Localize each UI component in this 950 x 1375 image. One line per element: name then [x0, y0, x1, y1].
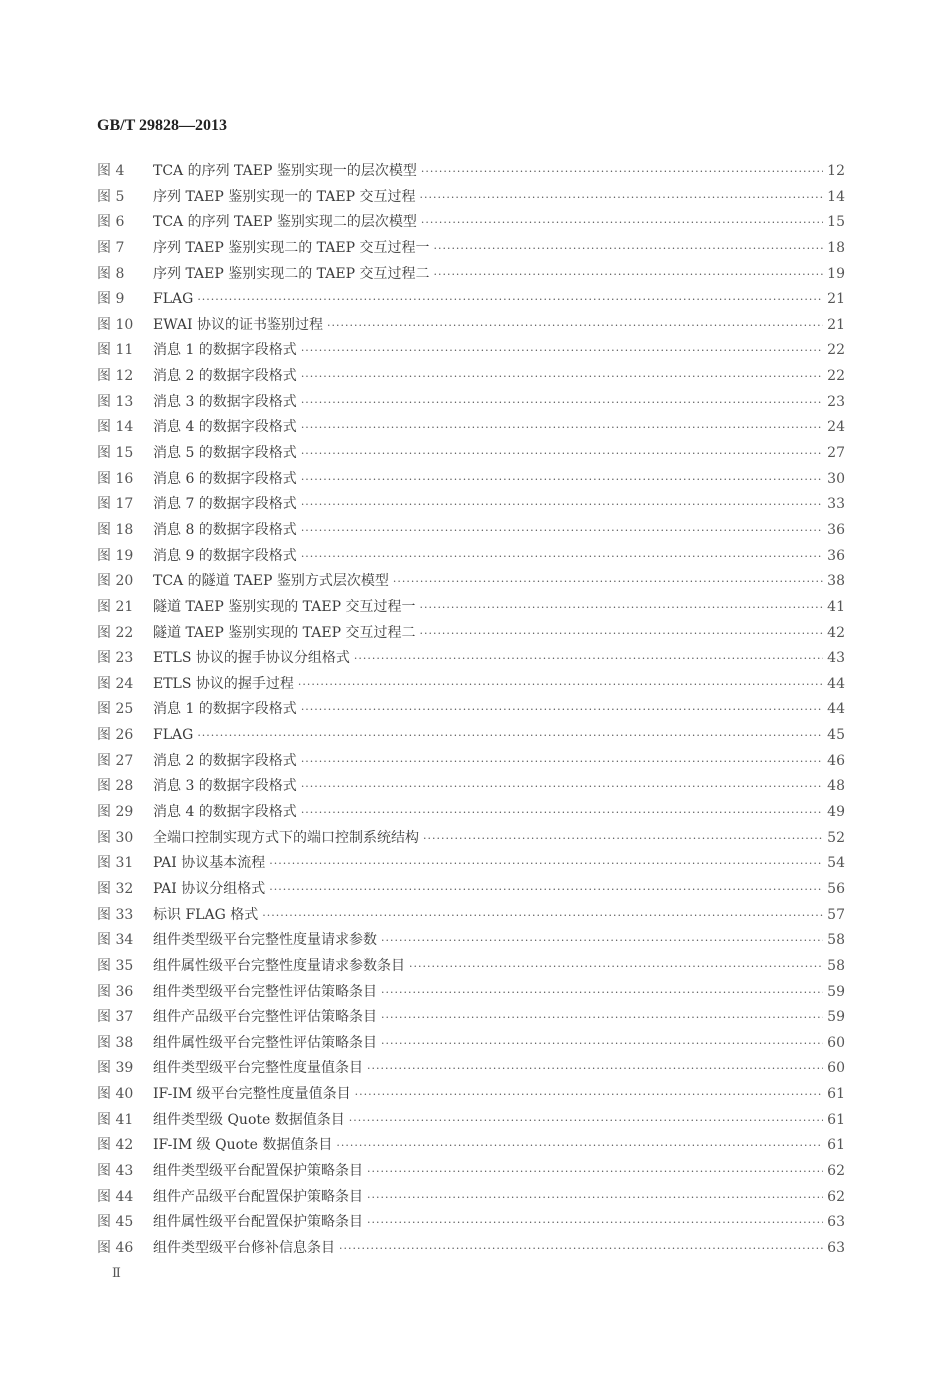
figure-title: 消息 1 的数据字段格式 — [153, 342, 297, 359]
toc-entry[interactable] — [97, 364, 845, 390]
figure-label: 图 31 — [97, 855, 134, 872]
figure-title: 组件产品级平台配置保护策略条目 — [153, 1188, 363, 1205]
page-ref: 61 — [827, 1086, 845, 1103]
leader-dots — [381, 1031, 823, 1057]
figure-label: 图 43 — [97, 1162, 134, 1179]
page-ref: 22 — [827, 368, 845, 385]
leader-dots — [433, 262, 823, 288]
figure-title: 组件类型级 Quote 数据值条目 — [153, 1111, 345, 1128]
figure-label: 图 40 — [97, 1086, 134, 1103]
figure-title: 组件类型级平台配置保护策略条目 — [153, 1162, 363, 1179]
page-ref: 59 — [827, 1009, 845, 1026]
figure-title: 组件类型级平台完整性度量值条目 — [153, 1060, 363, 1077]
toc-entry[interactable] — [97, 595, 845, 621]
figure-label: 图 17 — [97, 496, 134, 513]
page-ref: 14 — [827, 188, 845, 205]
toc-entry[interactable] — [97, 621, 845, 647]
figure-label: 图 23 — [97, 650, 134, 667]
leader-dots — [301, 544, 823, 570]
leader-dots — [409, 954, 823, 980]
figure-title: 消息 5 的数据字段格式 — [153, 445, 297, 462]
toc-entry[interactable] — [97, 697, 845, 723]
figure-title: 组件属性级平台完整性度量请求参数条目 — [153, 957, 405, 974]
leader-dots — [367, 1159, 823, 1185]
toc-entry[interactable] — [97, 749, 845, 775]
leader-dots — [301, 749, 823, 775]
page-ref: 42 — [827, 624, 845, 641]
toc-entry[interactable] — [97, 1210, 845, 1236]
leader-dots — [381, 1005, 823, 1031]
page-ref: 30 — [827, 470, 845, 487]
page-ref: 63 — [827, 1214, 845, 1231]
toc-entry[interactable] — [97, 441, 845, 467]
figure-title: FLAG — [153, 291, 194, 308]
figure-list — [97, 159, 845, 1262]
page-ref: 52 — [827, 829, 845, 846]
toc-entry[interactable] — [97, 1159, 845, 1185]
toc-entry[interactable] — [97, 415, 845, 441]
toc-entry[interactable] — [97, 672, 845, 698]
page-ref: 36 — [827, 547, 845, 564]
page-ref: 62 — [827, 1188, 845, 1205]
figure-title: 消息 2 的数据字段格式 — [153, 368, 297, 385]
figure-label: 图 35 — [97, 957, 134, 974]
page-ref: 61 — [827, 1137, 845, 1154]
page-ref: 33 — [827, 496, 845, 513]
figure-label: 图 14 — [97, 419, 134, 436]
figure-title: 消息 7 的数据字段格式 — [153, 496, 297, 513]
page-ref: 38 — [827, 573, 845, 590]
figure-title: 消息 4 的数据字段格式 — [153, 419, 297, 436]
page-ref: 21 — [827, 316, 845, 333]
page-ref: 45 — [827, 727, 845, 744]
standard-number-header: GB/T 29828—2013 — [97, 117, 227, 134]
page-ref: 44 — [827, 701, 845, 718]
page-ref: 41 — [827, 598, 845, 615]
figure-label: 图 10 — [97, 316, 134, 333]
page-ref: 23 — [827, 393, 845, 410]
toc-entry[interactable] — [97, 1108, 845, 1134]
leader-dots — [355, 1082, 824, 1108]
figure-label: 图 36 — [97, 983, 134, 1000]
leader-dots — [419, 595, 823, 621]
page-ref: 63 — [827, 1239, 845, 1256]
toc-entry[interactable] — [97, 262, 845, 288]
figure-title: 组件属性级平台完整性评估策略条目 — [153, 1034, 377, 1051]
page-ref: 15 — [827, 214, 845, 231]
page-ref: 22 — [827, 342, 845, 359]
figure-title: TCA 的序列 TAEP 鉴别实现二的层次模型 — [153, 214, 417, 231]
figure-title: 全端口控制实现方式下的端口控制系统结构 — [153, 829, 419, 846]
leader-dots — [301, 774, 823, 800]
page-ref: 18 — [827, 239, 845, 256]
figure-label: 图 32 — [97, 880, 134, 897]
leader-dots — [336, 1133, 823, 1159]
figure-title: 序列 TAEP 鉴别实现二的 TAEP 交互过程二 — [153, 265, 430, 282]
toc-entry[interactable] — [97, 954, 845, 980]
leader-dots — [367, 1185, 823, 1211]
toc-entry[interactable] — [97, 313, 845, 339]
figure-title: 消息 2 的数据字段格式 — [153, 752, 297, 769]
figure-label: 图 24 — [97, 675, 134, 692]
figure-title: EWAI 协议的证书鉴别过程 — [153, 316, 324, 333]
page-ref: 62 — [827, 1162, 845, 1179]
toc-entry[interactable] — [97, 1031, 845, 1057]
leader-dots — [423, 826, 823, 852]
figure-label: 图 33 — [97, 906, 134, 923]
leader-dots — [197, 723, 823, 749]
leader-dots — [327, 313, 823, 339]
page-ref: 59 — [827, 983, 845, 1000]
leader-dots — [262, 903, 823, 929]
figure-label: 图 22 — [97, 624, 134, 641]
toc-entry[interactable] — [97, 1236, 845, 1262]
figure-label: 图 21 — [97, 598, 134, 615]
figure-label: 图 11 — [97, 342, 134, 359]
figure-title: IF-IM 级 Quote 数据值条目 — [153, 1137, 333, 1154]
figure-label: 图 15 — [97, 445, 134, 462]
leader-dots — [433, 236, 823, 262]
page-ref: 24 — [827, 419, 845, 436]
figure-label: 图 12 — [97, 368, 134, 385]
toc-entry[interactable] — [97, 877, 845, 903]
figure-title: 隧道 TAEP 鉴别实现的 TAEP 交互过程一 — [153, 598, 416, 615]
page-ref: 12 — [827, 163, 845, 179]
figure-label: 图 37 — [97, 1009, 134, 1026]
leader-dots — [301, 390, 823, 416]
leader-dots — [301, 697, 823, 723]
toc-entry[interactable] — [97, 569, 845, 595]
leader-dots — [301, 467, 823, 493]
toc-entry[interactable] — [97, 723, 845, 749]
leader-dots — [367, 1210, 823, 1236]
figure-label: 图 16 — [97, 470, 134, 487]
toc-entry[interactable] — [97, 236, 845, 262]
leader-dots — [381, 928, 823, 954]
page-ref: 27 — [827, 445, 845, 462]
figure-title: 消息 9 的数据字段格式 — [153, 547, 297, 564]
leader-dots — [339, 1236, 823, 1262]
leader-dots — [421, 210, 823, 236]
figure-label: 图 25 — [97, 701, 134, 718]
toc-entry[interactable] — [97, 159, 845, 185]
figure-label: 图 4 — [97, 163, 125, 179]
toc-entry[interactable] — [97, 210, 845, 236]
figure-label: 图 44 — [97, 1188, 134, 1205]
figure-label: 图 18 — [97, 521, 134, 538]
figure-label: 图 39 — [97, 1060, 134, 1077]
leader-dots — [301, 441, 823, 467]
leader-dots — [301, 415, 823, 441]
page-ref: 58 — [827, 957, 845, 974]
toc-entry[interactable] — [97, 1082, 845, 1108]
leader-dots — [269, 851, 823, 877]
figure-title: 组件属性级平台配置保护策略条目 — [153, 1214, 363, 1231]
figure-label: 图 42 — [97, 1137, 134, 1154]
toc-entry[interactable] — [97, 390, 845, 416]
figure-label: 图 26 — [97, 727, 134, 744]
toc-entry[interactable] — [97, 287, 845, 313]
figure-label: 图 20 — [97, 573, 134, 590]
figure-title: FLAG — [153, 727, 194, 744]
figure-label: 图 5 — [97, 188, 125, 205]
page-ref: 36 — [827, 521, 845, 538]
figure-title: 序列 TAEP 鉴别实现一的 TAEP 交互过程 — [153, 188, 416, 205]
figure-title: 组件类型级平台修补信息条目 — [153, 1239, 335, 1256]
leader-dots — [301, 338, 823, 364]
figure-label: 图 19 — [97, 547, 134, 564]
page-ref: 60 — [827, 1034, 845, 1051]
leader-dots — [301, 800, 823, 826]
leader-dots — [197, 287, 823, 313]
page-ref: 54 — [827, 855, 845, 872]
leader-dots — [381, 980, 823, 1006]
toc-entry[interactable] — [97, 903, 845, 929]
toc-entry[interactable] — [97, 1133, 845, 1159]
figure-title: ETLS 协议的握手协议分组格式 — [153, 650, 350, 667]
figure-label: 图 38 — [97, 1034, 134, 1051]
leader-dots — [393, 569, 823, 595]
figure-label: 图 45 — [97, 1214, 134, 1231]
leader-dots — [269, 877, 823, 903]
page-ref: 43 — [827, 650, 845, 667]
page-number: Ⅱ — [112, 1266, 121, 1281]
figure-label: 图 27 — [97, 752, 134, 769]
toc-entry[interactable] — [97, 800, 845, 826]
page-ref: 61 — [827, 1111, 845, 1128]
leader-dots — [301, 364, 823, 390]
figure-label: 图 30 — [97, 829, 134, 846]
page-ref: 60 — [827, 1060, 845, 1077]
figure-title: 序列 TAEP 鉴别实现二的 TAEP 交互过程一 — [153, 239, 430, 256]
leader-dots — [298, 672, 823, 698]
figure-label: 图 28 — [97, 778, 134, 795]
page-ref: 58 — [827, 932, 845, 949]
toc-entry[interactable] — [97, 1056, 845, 1082]
figure-title: 隧道 TAEP 鉴别实现的 TAEP 交互过程二 — [153, 624, 416, 641]
figure-label: 图 9 — [97, 291, 125, 308]
figure-label: 图 6 — [97, 214, 125, 231]
toc-entry[interactable] — [97, 1005, 845, 1031]
toc-entry[interactable] — [97, 185, 845, 211]
page-ref: 57 — [827, 906, 845, 923]
figure-title: 标识 FLAG 格式 — [153, 906, 259, 923]
toc-entry[interactable] — [97, 467, 845, 493]
figure-title: 组件类型级平台完整性评估策略条目 — [153, 983, 377, 1000]
figure-title: 消息 3 的数据字段格式 — [153, 393, 297, 410]
figure-title: 消息 6 的数据字段格式 — [153, 470, 297, 487]
figure-title: PAI 协议分组格式 — [153, 880, 266, 897]
toc-entry[interactable] — [97, 492, 845, 518]
figure-label: 图 34 — [97, 932, 134, 949]
page-ref: 44 — [827, 675, 845, 692]
toc-entry[interactable] — [97, 826, 845, 852]
page-ref: 46 — [827, 752, 845, 769]
leader-dots — [419, 185, 823, 211]
page-ref: 19 — [827, 265, 845, 282]
page-ref: 56 — [827, 880, 845, 897]
figure-title: TCA 的隧道 TAEP 鉴别方式层次模型 — [153, 573, 389, 590]
toc-entry[interactable] — [97, 1185, 845, 1211]
toc-entry[interactable] — [97, 518, 845, 544]
figure-title: ETLS 协议的握手过程 — [153, 675, 294, 692]
figure-label: 图 13 — [97, 393, 134, 410]
toc-entry[interactable] — [97, 851, 845, 877]
figure-label: 图 46 — [97, 1239, 134, 1256]
figure-label: 图 7 — [97, 239, 125, 256]
figure-title: TCA 的序列 TAEP 鉴别实现一的层次模型 — [153, 163, 417, 179]
figure-title: 消息 4 的数据字段格式 — [153, 804, 297, 821]
page-ref: 48 — [827, 778, 845, 795]
figure-title: IF-IM 级平台完整性度量值条目 — [153, 1086, 351, 1103]
figure-title: PAI 协议基本流程 — [153, 855, 266, 872]
page-ref: 21 — [827, 291, 845, 308]
figure-title: 组件产品级平台完整性评估策略条目 — [153, 1009, 377, 1026]
figure-label: 图 8 — [97, 265, 125, 282]
toc-entry[interactable] — [97, 928, 845, 954]
page-ref: 49 — [827, 804, 845, 821]
figure-title: 消息 1 的数据字段格式 — [153, 701, 297, 718]
toc-entry[interactable] — [97, 980, 845, 1006]
leader-dots — [349, 1108, 823, 1134]
leader-dots — [301, 492, 823, 518]
figure-title: 消息 3 的数据字段格式 — [153, 778, 297, 795]
toc-entry[interactable] — [97, 646, 845, 672]
leader-dots — [421, 159, 823, 185]
figure-label: 图 41 — [97, 1111, 134, 1128]
leader-dots — [301, 518, 823, 544]
toc-entry[interactable] — [97, 338, 845, 364]
figure-title: 组件类型级平台完整性度量请求参数 — [153, 932, 377, 949]
figure-title: 消息 8 的数据字段格式 — [153, 521, 297, 538]
figure-label: 图 29 — [97, 804, 134, 821]
toc-entry[interactable] — [97, 544, 845, 570]
leader-dots — [354, 646, 823, 672]
leader-dots — [419, 621, 823, 647]
leader-dots — [367, 1056, 823, 1082]
toc-entry[interactable] — [97, 774, 845, 800]
